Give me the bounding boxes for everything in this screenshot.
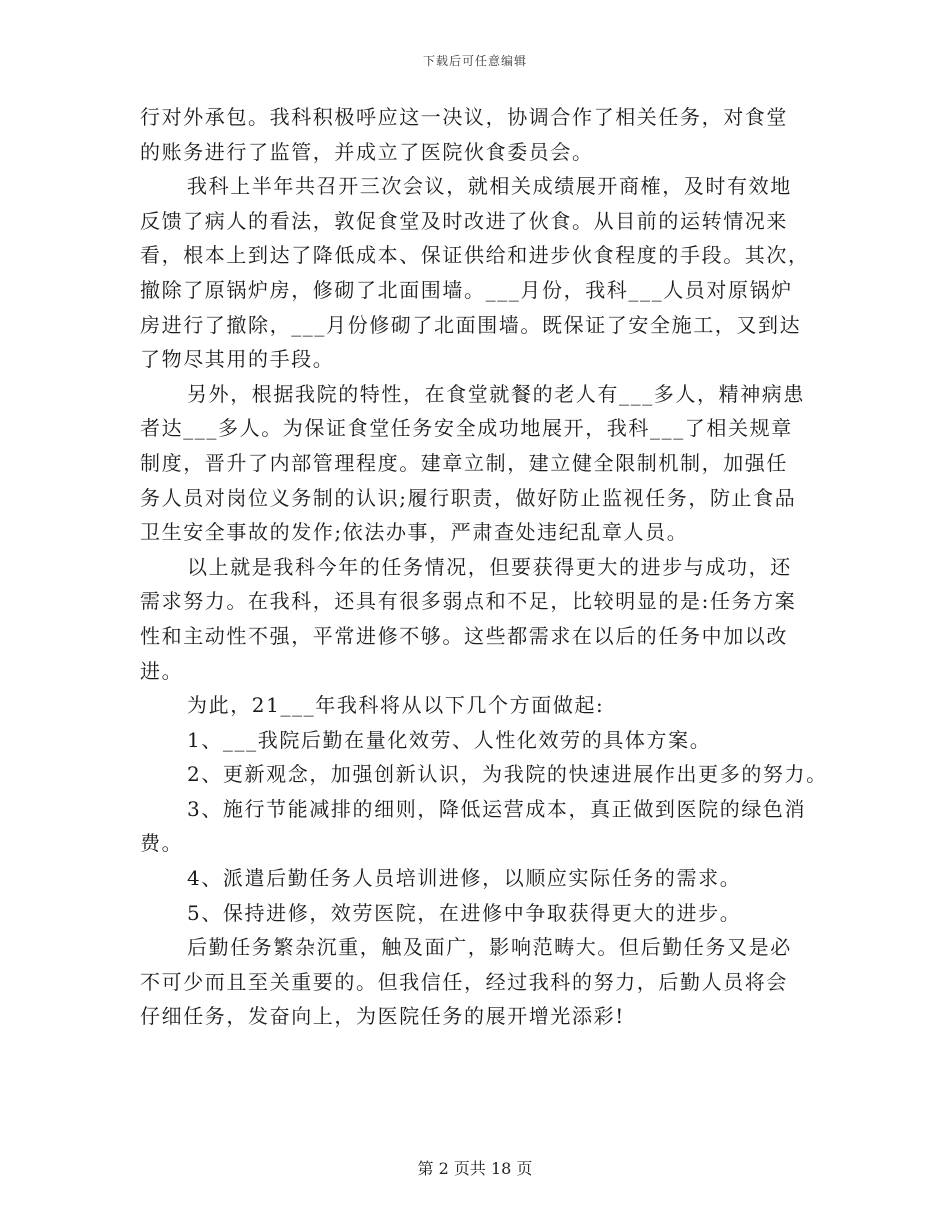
text-line: 的账务进行了监管，并成立了医院伙食委员会。 bbox=[140, 139, 594, 164]
text-line: 行对外承包。我科积极呼应这一决议，协调合作了相关任务，对食堂 bbox=[140, 105, 788, 129]
text-line: 后勤任务繁杂沉重，触及面广，影响范畴大。但后勤任务又是必 bbox=[187, 935, 792, 960]
text-line: 制度，晋升了内部管理程度。建章立制，建立健全限制机制，加强任 bbox=[140, 450, 788, 475]
page-header: 下载后可任意编辑 bbox=[422, 54, 527, 68]
document-body bbox=[140, 100, 830, 1034]
text-line: 5、保持进修，效劳医院，在进修中争取获得更大的进步。 bbox=[187, 900, 742, 925]
page-number: 第 2 页共 18 页 bbox=[417, 1159, 533, 1178]
text-line: 另外，根据我院的特性，在食堂就餐的老人有___多人，精神病患 bbox=[187, 381, 805, 406]
text-line: 务人员对岗位义务制的认识;履行职责，做好防止监视任务，防止食品 bbox=[140, 485, 797, 510]
text-line: 为此，21___年我科将从以下几个方面做起: bbox=[187, 693, 605, 718]
text-line: 房进行了撤除，___月份修砌了北面围墙。既保证了安全施工，又到达 bbox=[140, 312, 802, 337]
text-line: 者达___多人。为保证食堂任务安全成功地展开，我科___了相关规章 bbox=[140, 416, 793, 441]
text-line: 我科上半年共召开三次会议，就相关成绩展开商榷，及时有效地 bbox=[187, 174, 792, 199]
text-line: 性和主动性不强，平常进修不够。这些都需求在以后的任务中加以改 bbox=[140, 623, 788, 648]
text-line: 4、派遣后勤任务人员培训进修，以顺应实际任务的需求。 bbox=[187, 866, 742, 891]
text-line: 反馈了病人的看法，敦促食堂及时改进了伙食。从目前的运转情况来 bbox=[140, 208, 788, 233]
text-line: 1、___我院后勤在量化效劳、人性化效劳的具体方案。 bbox=[187, 727, 712, 752]
text-line: 需求努力。在我科，还具有很多弱点和不足，比较明显的是:任务方案 bbox=[140, 589, 797, 614]
text-line: 进。 bbox=[140, 658, 184, 683]
text-line: 卫生安全事故的发作;依法办事，严肃查处违纪乱章人员。 bbox=[140, 520, 689, 545]
text-line: 3、施行节能减排的细则，降低运营成本，真正做到医院的绿色消 bbox=[187, 796, 807, 821]
text-line: 2、更新观念，加强创新认识，为我院的快速进展作出更多的努力。 bbox=[187, 762, 828, 787]
text-line: 了物尽其用的手段。 bbox=[140, 347, 335, 372]
text-line: 不可少而且至关重要的。但我信任，经过我科的努力，后勤人员将会 bbox=[140, 969, 788, 994]
text-line: 以上就是我科今年的任务情况，但要获得更大的进步与成功，还 bbox=[187, 554, 792, 579]
text-line: 仔细任务，发奋向上，为医院任务的展开增光添彩! bbox=[140, 1004, 625, 1029]
text-line: 费。 bbox=[140, 831, 184, 856]
text-line: 看，根本上到达了降低成本、保证供给和进步伙食程度的手段。其次， bbox=[140, 243, 810, 268]
text-line: 撤除了原锅炉房，修砌了北面围墙。___月份，我科___人员对原锅炉 bbox=[140, 277, 793, 302]
